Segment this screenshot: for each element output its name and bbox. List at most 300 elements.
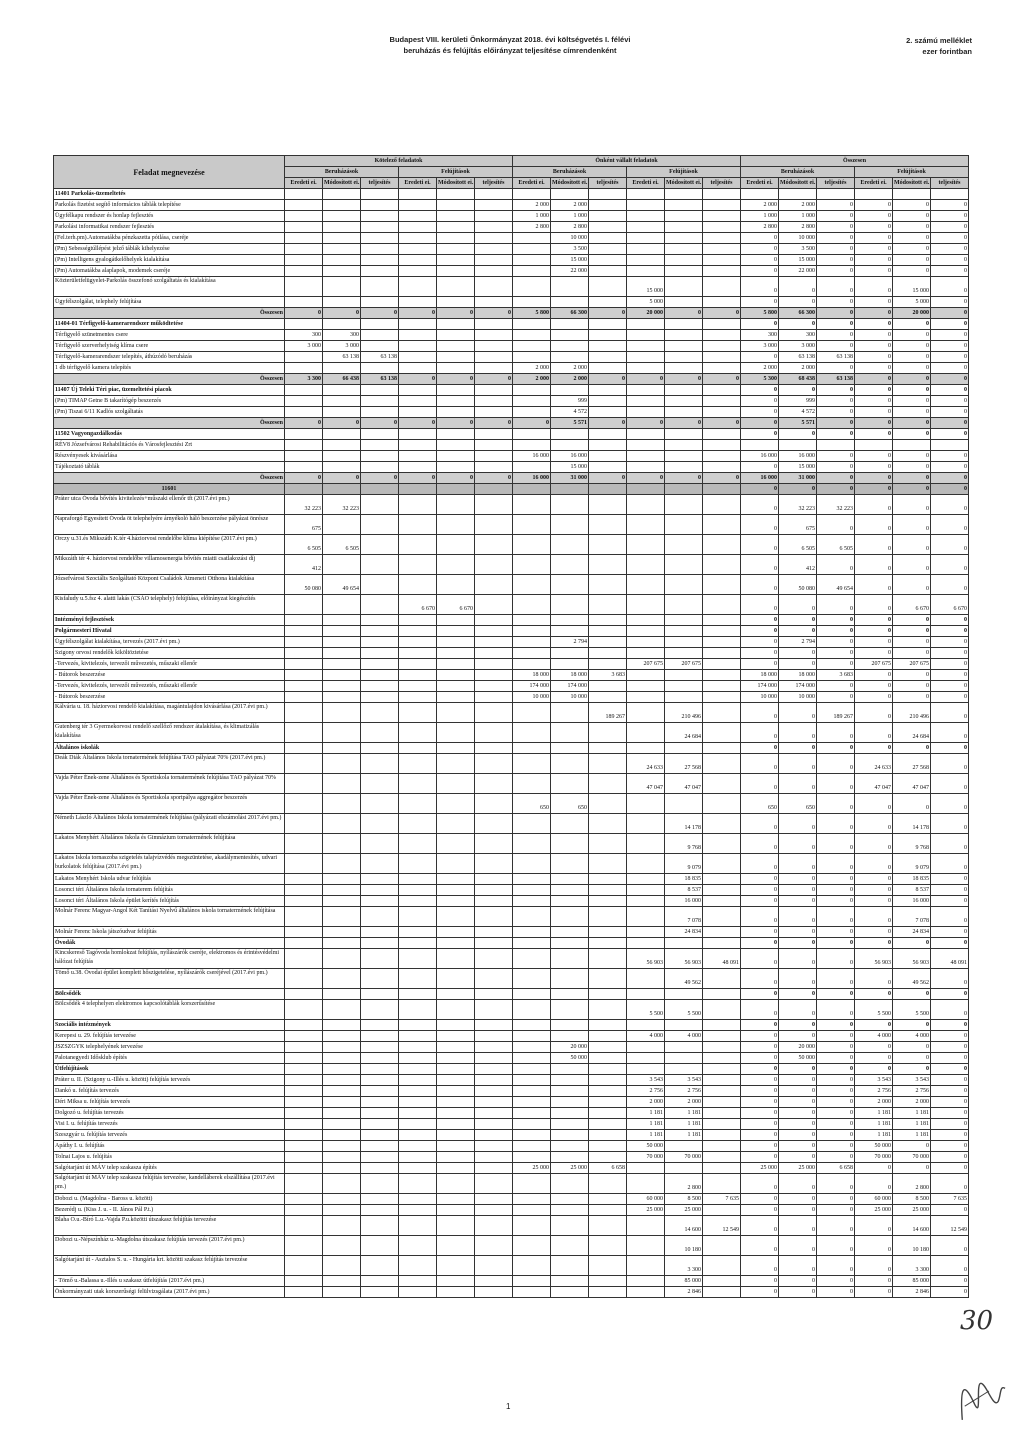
value-cell [475, 244, 513, 255]
value-cell [323, 626, 361, 637]
value-cell: 0 [741, 659, 779, 670]
value-cell: 4 000 [855, 1031, 893, 1042]
row-label: Deák Diák Általános Iskola tornatermének felújítása TAO pályázat 70% (2017.évi pm.) [54, 754, 285, 774]
row-label: Általános iskolák [54, 743, 285, 754]
value-cell: 2 756 [855, 1086, 893, 1097]
value-cell: 63 138 [779, 352, 817, 363]
value-cell [589, 896, 627, 907]
value-cell [437, 352, 475, 363]
value-cell [361, 451, 399, 462]
budget-table [53, 155, 969, 1298]
value-cell [285, 1194, 323, 1205]
value-cell [627, 1020, 665, 1031]
value-cell [513, 1256, 551, 1276]
value-cell: 0 [779, 1152, 817, 1163]
value-cell [627, 266, 665, 277]
value-cell: 0 [855, 222, 893, 233]
value-cell: 0 [779, 277, 817, 297]
table-row [54, 1075, 969, 1086]
value-cell [551, 277, 589, 297]
value-cell: 0 [817, 1064, 855, 1075]
value-cell [399, 885, 437, 896]
value-cell [551, 626, 589, 637]
value-cell: 0 [817, 754, 855, 774]
subtotal-row [54, 308, 969, 319]
value-cell: 650 [779, 794, 817, 814]
table-row [54, 854, 969, 874]
value-cell [399, 1216, 437, 1236]
value-cell [437, 989, 475, 1000]
value-cell [285, 703, 323, 723]
table-row [54, 754, 969, 774]
value-cell: 0 [817, 637, 855, 648]
value-cell: 0 [817, 330, 855, 341]
row-label: Molnár Ferenc Magyar-Angol Két Tanítási Nyelvű általános iskola tornatermének felújítása [54, 907, 285, 927]
value-cell: 0 [779, 1000, 817, 1020]
value-cell: 0 [931, 407, 969, 418]
value-cell: 0 [931, 927, 969, 938]
value-cell [285, 692, 323, 703]
value-cell [665, 429, 703, 440]
value-cell: 24 633 [855, 754, 893, 774]
value-cell: 20 000 [551, 1042, 589, 1053]
value-cell: 0 [893, 418, 931, 429]
table-row [54, 396, 969, 407]
value-cell [475, 834, 513, 854]
value-cell [665, 319, 703, 330]
value-cell [665, 189, 703, 200]
value-cell [475, 885, 513, 896]
value-cell [665, 352, 703, 363]
table-row [54, 814, 969, 834]
value-cell: 0 [513, 418, 551, 429]
value-cell: 0 [741, 1075, 779, 1086]
value-cell: 0 [399, 418, 437, 429]
value-cell [703, 615, 741, 626]
value-cell: 0 [817, 515, 855, 535]
value-cell: 0 [855, 1276, 893, 1287]
value-cell [513, 743, 551, 754]
group-header-total: Összesen [741, 156, 969, 167]
value-cell: 0 [741, 754, 779, 774]
value-cell [703, 1075, 741, 1086]
value-cell: 0 [779, 743, 817, 754]
value-cell: 0 [931, 692, 969, 703]
value-cell: 0 [817, 341, 855, 352]
value-cell: 210 496 [665, 703, 703, 723]
value-cell: 0 [855, 484, 893, 495]
value-cell: 0 [817, 743, 855, 754]
value-cell [361, 484, 399, 495]
value-cell [665, 595, 703, 615]
value-cell [475, 1097, 513, 1108]
subgroup-header: Beruházások [513, 167, 627, 178]
value-cell [475, 555, 513, 575]
value-cell [285, 681, 323, 692]
value-cell: 0 [817, 1086, 855, 1097]
value-cell: 22 000 [779, 266, 817, 277]
value-cell [475, 907, 513, 927]
value-cell: 0 [893, 794, 931, 814]
value-cell [399, 1000, 437, 1020]
value-cell [399, 626, 437, 637]
value-cell [589, 1064, 627, 1075]
value-cell: 56 903 [627, 949, 665, 969]
value-cell [627, 1216, 665, 1236]
value-cell [589, 429, 627, 440]
annex-label [906, 35, 972, 57]
value-cell: 0 [893, 692, 931, 703]
value-cell [437, 1141, 475, 1152]
value-cell: 0 [817, 1020, 855, 1031]
value-cell: 68 438 [779, 374, 817, 385]
value-cell: 24 834 [665, 927, 703, 938]
value-cell [551, 774, 589, 794]
value-cell: 0 [741, 703, 779, 723]
value-cell [399, 1108, 437, 1119]
value-cell: 0 [817, 774, 855, 794]
value-cell: 63 138 [361, 374, 399, 385]
table-row [54, 440, 969, 451]
value-cell: 0 [855, 896, 893, 907]
value-cell: 0 [817, 1174, 855, 1194]
value-cell: 0 [741, 648, 779, 659]
value-cell [323, 1042, 361, 1053]
value-cell: 0 [741, 774, 779, 794]
value-cell: 0 [779, 385, 817, 396]
table-row [54, 255, 969, 266]
value-cell [285, 885, 323, 896]
value-cell: 0 [931, 363, 969, 374]
value-cell [513, 1075, 551, 1086]
value-cell [361, 396, 399, 407]
value-cell [627, 637, 665, 648]
value-cell [703, 1205, 741, 1216]
value-cell [703, 341, 741, 352]
value-cell: 0 [817, 1119, 855, 1130]
value-cell: 0 [779, 874, 817, 885]
value-cell [361, 575, 399, 595]
value-cell [551, 429, 589, 440]
value-cell [627, 885, 665, 896]
value-cell: 0 [741, 1256, 779, 1276]
value-cell: 2 800 [779, 222, 817, 233]
value-cell: 0 [323, 418, 361, 429]
value-cell [285, 1042, 323, 1053]
value-cell [361, 670, 399, 681]
value-cell [323, 681, 361, 692]
value-cell: 18 835 [893, 874, 931, 885]
value-cell [285, 244, 323, 255]
value-cell: 25 000 [627, 1205, 665, 1216]
value-cell [665, 484, 703, 495]
row-label: Térfigyelő-kamerarendszer telepítés, áthúzódó beruházás [54, 352, 285, 363]
value-cell [323, 266, 361, 277]
value-cell [399, 774, 437, 794]
row-label: Összesen [54, 473, 285, 484]
value-cell [551, 1130, 589, 1141]
value-cell [627, 495, 665, 515]
value-cell [437, 189, 475, 200]
value-cell [665, 462, 703, 473]
value-cell: 10 180 [893, 1236, 931, 1256]
value-cell [513, 1053, 551, 1064]
value-cell: 0 [779, 615, 817, 626]
value-cell [437, 1042, 475, 1053]
value-cell [513, 1236, 551, 1256]
value-cell [323, 814, 361, 834]
value-cell [513, 352, 551, 363]
value-cell: 15 000 [627, 277, 665, 297]
row-label: - Tömő u.-Balassa u.-Illés u szakasz útfelújítás (2017.évi pm.) [54, 1276, 285, 1287]
column-header: teljesítés [817, 178, 855, 189]
value-cell: 16 000 [551, 451, 589, 462]
value-cell: 0 [741, 277, 779, 297]
value-cell: 0 [893, 407, 931, 418]
value-cell [475, 1163, 513, 1174]
value-cell [475, 1075, 513, 1086]
value-cell [589, 396, 627, 407]
value-cell [513, 1276, 551, 1287]
subgroup-header: Beruházások [285, 167, 399, 178]
row-label: Térfigyelő szünetmentes csere [54, 330, 285, 341]
value-cell [323, 462, 361, 473]
value-cell: 0 [893, 363, 931, 374]
value-cell [361, 1053, 399, 1064]
value-cell: 5 300 [741, 374, 779, 385]
value-cell [361, 938, 399, 949]
subtotal-row [54, 418, 969, 429]
value-cell: 0 [741, 244, 779, 255]
value-cell [323, 834, 361, 854]
value-cell [285, 969, 323, 989]
value-cell [551, 484, 589, 495]
value-cell [513, 575, 551, 595]
value-cell: 3 543 [855, 1075, 893, 1086]
value-cell [285, 670, 323, 681]
value-cell [399, 1163, 437, 1174]
value-cell [399, 462, 437, 473]
value-cell [437, 319, 475, 330]
value-cell [285, 794, 323, 814]
value-cell [475, 794, 513, 814]
value-cell [399, 927, 437, 938]
value-cell [551, 1075, 589, 1086]
value-cell: 0 [703, 473, 741, 484]
value-cell [361, 266, 399, 277]
value-cell: 0 [931, 1108, 969, 1119]
value-cell [361, 363, 399, 374]
value-cell [665, 396, 703, 407]
value-cell [475, 814, 513, 834]
value-cell [399, 396, 437, 407]
value-cell [285, 1174, 323, 1194]
table-row [54, 1086, 969, 1097]
value-cell [513, 938, 551, 949]
value-cell [513, 834, 551, 854]
table-row [54, 1042, 969, 1053]
column-header: teljesítés [475, 178, 513, 189]
value-cell: 16 000 [665, 896, 703, 907]
value-cell: 0 [931, 1163, 969, 1174]
value-cell: 0 [399, 308, 437, 319]
value-cell [285, 754, 323, 774]
value-cell: 0 [817, 1276, 855, 1287]
value-cell [703, 794, 741, 814]
value-cell [475, 266, 513, 277]
value-cell: 0 [779, 659, 817, 670]
value-cell [551, 319, 589, 330]
value-cell [589, 233, 627, 244]
value-cell: 0 [931, 319, 969, 330]
value-cell [399, 233, 437, 244]
value-cell: 16 000 [513, 473, 551, 484]
value-cell [323, 211, 361, 222]
value-cell: 25 000 [741, 1163, 779, 1174]
value-cell [285, 396, 323, 407]
value-cell: 0 [817, 429, 855, 440]
value-cell: 0 [893, 462, 931, 473]
value-cell: 16 000 [741, 451, 779, 462]
value-cell [475, 462, 513, 473]
value-cell [627, 440, 665, 451]
value-cell [513, 396, 551, 407]
value-cell: 0 [361, 418, 399, 429]
value-cell: 2 846 [665, 1287, 703, 1298]
value-cell [627, 1064, 665, 1075]
value-cell: 10 000 [779, 692, 817, 703]
value-cell: 0 [855, 266, 893, 277]
value-cell [551, 907, 589, 927]
value-cell: 0 [931, 1042, 969, 1053]
value-cell: 0 [741, 396, 779, 407]
section-row [54, 989, 969, 1000]
value-cell [551, 1086, 589, 1097]
value-cell: 0 [779, 1031, 817, 1042]
value-cell [703, 834, 741, 854]
value-cell [323, 1174, 361, 1194]
value-cell: 0 [779, 949, 817, 969]
value-cell [703, 222, 741, 233]
value-cell [475, 1141, 513, 1152]
value-cell [285, 451, 323, 462]
value-cell [551, 754, 589, 774]
table-row [54, 1130, 969, 1141]
value-cell [627, 938, 665, 949]
value-cell [513, 949, 551, 969]
value-cell [361, 1086, 399, 1097]
value-cell [323, 1163, 361, 1174]
value-cell: 1 181 [855, 1119, 893, 1130]
value-cell [323, 407, 361, 418]
value-cell [437, 341, 475, 352]
value-cell: 0 [589, 308, 627, 319]
value-cell [589, 885, 627, 896]
value-cell: 0 [931, 615, 969, 626]
value-cell [323, 1216, 361, 1236]
value-cell [589, 774, 627, 794]
value-cell [437, 874, 475, 885]
value-cell: 2 756 [627, 1086, 665, 1097]
value-cell: 0 [855, 385, 893, 396]
value-cell [361, 834, 399, 854]
value-cell [323, 451, 361, 462]
value-cell: 0 [893, 626, 931, 637]
value-cell [475, 659, 513, 670]
value-cell [627, 1174, 665, 1194]
value-cell [589, 949, 627, 969]
table-row [54, 969, 969, 989]
value-cell: 0 [931, 451, 969, 462]
value-cell: 0 [817, 462, 855, 473]
value-cell: 0 [931, 1130, 969, 1141]
value-cell: 0 [893, 515, 931, 535]
value-cell [665, 1141, 703, 1152]
value-cell [703, 659, 741, 670]
value-cell: 15 000 [551, 255, 589, 266]
value-cell [475, 211, 513, 222]
value-cell [513, 555, 551, 575]
value-cell: 3 000 [285, 341, 323, 352]
value-cell [361, 949, 399, 969]
row-label: RÉV8 Józsefvárosi Rehabilitációs és Városfejlesztési Zrt [54, 440, 285, 451]
value-cell: 0 [741, 834, 779, 854]
value-cell [475, 681, 513, 692]
value-cell [437, 1075, 475, 1086]
value-cell [399, 969, 437, 989]
table-row [54, 515, 969, 535]
value-cell [285, 211, 323, 222]
value-cell [589, 255, 627, 266]
value-cell [589, 1053, 627, 1064]
value-cell [437, 703, 475, 723]
value-cell: 2 800 [893, 1174, 931, 1194]
value-cell: 0 [627, 473, 665, 484]
value-cell [703, 692, 741, 703]
value-cell: 0 [855, 374, 893, 385]
value-cell [399, 484, 437, 495]
value-cell [665, 451, 703, 462]
table-row [54, 1256, 969, 1276]
value-cell [361, 1097, 399, 1108]
value-cell [323, 297, 361, 308]
value-cell [475, 297, 513, 308]
value-cell [741, 189, 779, 200]
value-cell [437, 1216, 475, 1236]
value-cell [361, 794, 399, 814]
value-cell: 0 [741, 907, 779, 927]
value-cell: 0 [855, 211, 893, 222]
value-cell [361, 743, 399, 754]
value-cell: 5 800 [513, 308, 551, 319]
value-cell [437, 1097, 475, 1108]
value-cell [361, 874, 399, 885]
value-cell: 1 181 [665, 1108, 703, 1119]
value-cell [285, 440, 323, 451]
value-cell: 66 438 [323, 374, 361, 385]
value-cell: 0 [893, 396, 931, 407]
value-cell: 2 756 [893, 1086, 931, 1097]
row-label: Intézményi fejlesztések [54, 615, 285, 626]
table-row [54, 595, 969, 615]
value-cell [475, 743, 513, 754]
value-cell: 0 [893, 1020, 931, 1031]
value-cell [665, 938, 703, 949]
row-label: Bezerédj u. (Kiss J. u. - II. János Pál P.t.) [54, 1205, 285, 1216]
value-cell [361, 255, 399, 266]
table-row [54, 1163, 969, 1174]
value-cell: 63 138 [323, 352, 361, 363]
